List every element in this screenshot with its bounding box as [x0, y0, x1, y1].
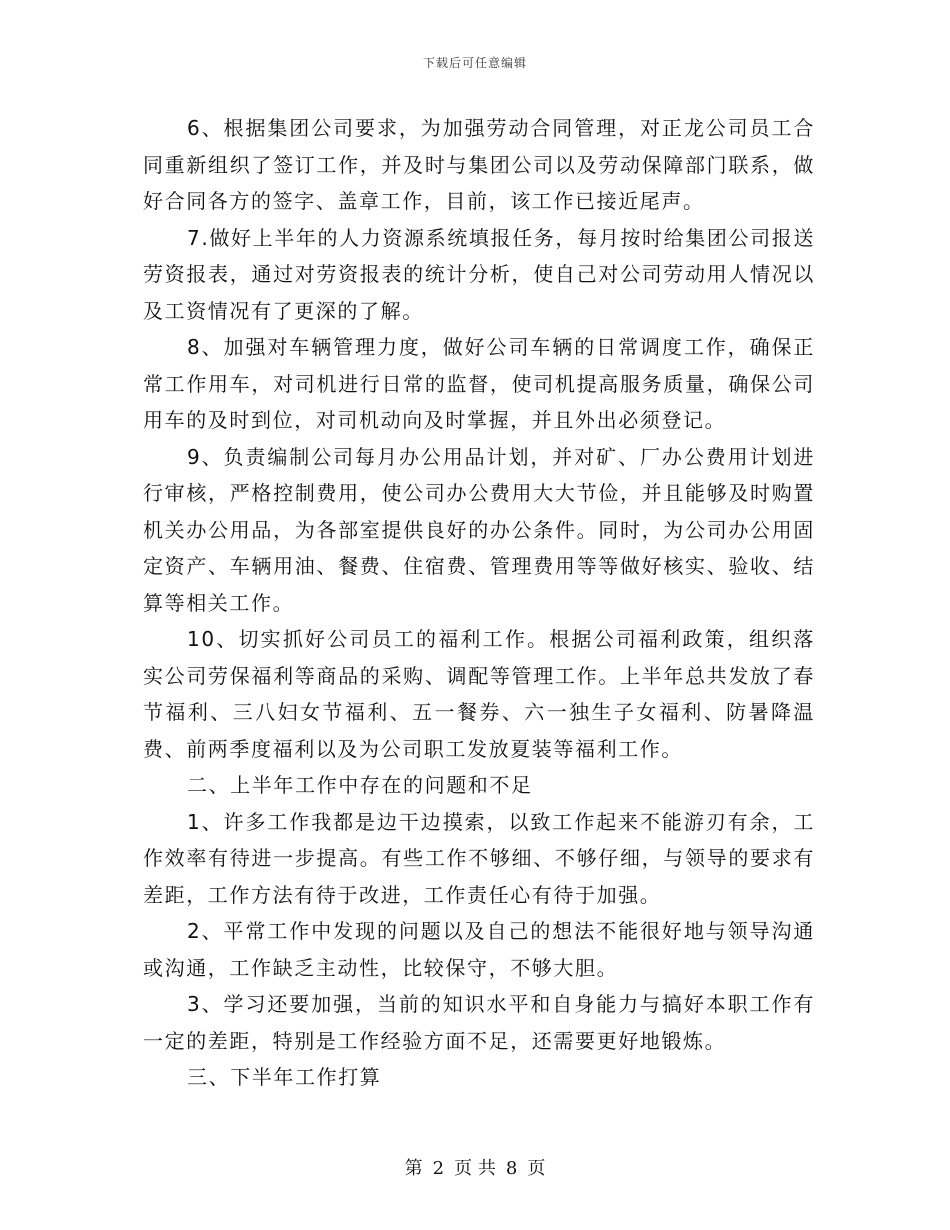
footer-page-number: 2 — [432, 1158, 445, 1179]
paragraph-item-7: 7.做好上半年的人力资源系统填报任务，每月按时给集团公司报送劳资报表，通过对劳资报表的统计分析，使自己对公司劳动用人情况以及工资情况有了更深的了解。 — [143, 225, 815, 323]
paragraph-item-9: 9、负责编制公司每月办公用品计划，并对矿、厂办公费用计划进行审核，严格控制费用，使公司办公费用大大节俭，并且能够及时购置机关办公用品，为各部室提供良好的办公条件。同时，为公司办公用固定资产、车辆用油、餐费、住宿费、管理费用等等做好核实、验收、结算等相关工作。 — [143, 444, 815, 615]
footer-prefix: 第 — [404, 1158, 423, 1179]
page-header: 下载后可任意编辑 — [422, 56, 527, 70]
paragraph-item-10: 10、切实抓好公司员工的福利工作。根据公司福利政策，组织落实公司劳保福利等商品的采购、调配等管理工作。上半年总共发放了春节福利、三八妇女节福利、五一餐券、六一独生子女福利、防暑降温费、前两季度福利以及为公司职工发放夏装等福利工作。 — [143, 627, 815, 761]
section-heading-problems: 二、上半年工作中存在的问题和不足 — [187, 773, 533, 797]
section-heading-plans: 三、下半年工作打算 — [187, 1065, 382, 1089]
document-body — [143, 110, 815, 1096]
paragraph-problem-3: 3、学习还要加强，当前的知识水平和自身能力与搞好本职工作有一定的差距，特别是工作经验方面不足，还需要更好地锻炼。 — [143, 992, 815, 1053]
paragraph-problem-2: 2、平常工作中发现的问题以及自己的想法不能很好地与领导沟通或沟通，工作缺乏主动性，比较保守，不够大胆。 — [143, 919, 815, 980]
paragraph-problem-1: 1、许多工作我都是边干边摸索，以致工作起来不能游刃有余，工作效率有待进一步提高。有些工作不够细、不够仔细，与领导的要求有差距，工作方法有待于改进，工作责任心有待于加强。 — [143, 809, 815, 907]
footer-total-pages: 8 — [505, 1158, 518, 1179]
page-footer — [0, 1154, 950, 1180]
footer-middle: 页 共 — [454, 1158, 496, 1179]
paragraph-item-6: 6、根据集团公司要求，为加强劳动合同管理，对正龙公司员工合同重新组织了签订工作，并及时与集团公司以及劳动保障部门联系，做好合同各方的签字、盖章工作，目前，该工作已接近尾声。 — [143, 116, 815, 213]
footer-suffix: 页 — [527, 1158, 546, 1179]
paragraph-item-8: 8、加强对车辆管理力度，做好公司车辆的日常调度工作，确保正常工作用车，对司机进行日常的监督，使司机提高服务质量，确保公司用车的及时到位，对司机动向及时掌握，并且外出必须登记。 — [143, 335, 815, 432]
